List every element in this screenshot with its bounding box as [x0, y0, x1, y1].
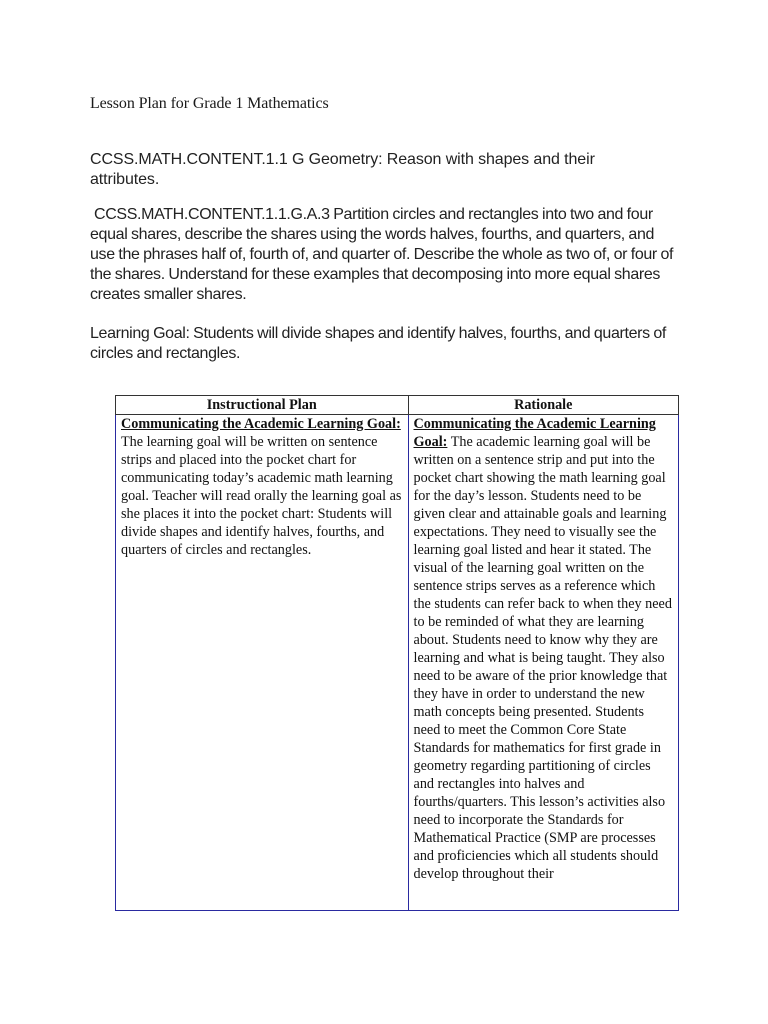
- document-title: Lesson Plan for Grade 1 Mathematics: [90, 95, 329, 112]
- instructional-plan-cell-text: The learning goal will be written on sentence strips and placed into the pocket chart for communicating today’s academic math learning goal. Teacher will read orally the learning goal as she places it into the pocket chart: Students will divide shapes and identify halves, fourths, and quarters of circles and rectangles.: [121, 434, 402, 558]
- instructional-plan-table: [115, 395, 679, 911]
- standard-detail-paragraph: CCSS.MATH.CONTENT.1.1.G.A.3 Partition circles and rectangles into two and four equal shares, describe the shares using the words halves, fourths, and quarters, and use the phrases half of, fourth of, and quarter of. Describe the whole as two of, or four of the shares. Understand for these examples that decomposing into more equal shares creates smaller shares.: [90, 206, 674, 303]
- rationale-cell: [408, 415, 678, 911]
- rationale-cell-text: The academic learning goal will be written on a sentence strip and put into the pocket chart showing the math learning goal for the day’s lesson. Students need to be given clear and attainable goals and learning expectations. They need to visually see the learning goal listed and hear it stated. The visual of the learning goal written on the sentence strips serves as a reference which the students can refer back to when they need to be reminded of what they are learning about. Students need to know why they are learning and what is being taught. They also need to be aware of the prior knowledge that they have in order to understand the new math concepts being presented. Students need to meet the Common Core State Standards for mathematics for first grade in geometry regarding partitioning of circles and rectangles into halves and fourths/quarters. This lesson’s activities also need to incorporate the Standards for Mathematical Practice (SMP are processes and proficiencies which all students should develop throughout their: [413, 434, 672, 882]
- instructional-plan-cell-heading: Communicating the Academic Learning Goal:: [121, 416, 401, 432]
- standard-heading-line-1: CCSS.MATH.CONTENT.1.1 G Geometry: Reason with shapes and their: [90, 151, 595, 168]
- rationale-cell-heading: Communicating the Academic Learning Goal:: [413, 416, 656, 450]
- header-instructional-plan: Instructional Plan: [116, 396, 409, 415]
- standard-heading-line-2: attributes.: [90, 171, 160, 188]
- learning-goal-paragraph: Learning Goal: Students will divide shapes and identify halves, fourths, and quarters of circles and rectangles.: [90, 325, 667, 362]
- instructional-plan-cell: [116, 415, 409, 911]
- table-header-row: [116, 396, 679, 415]
- header-rationale: Rationale: [408, 396, 678, 415]
- table-row: [116, 415, 679, 911]
